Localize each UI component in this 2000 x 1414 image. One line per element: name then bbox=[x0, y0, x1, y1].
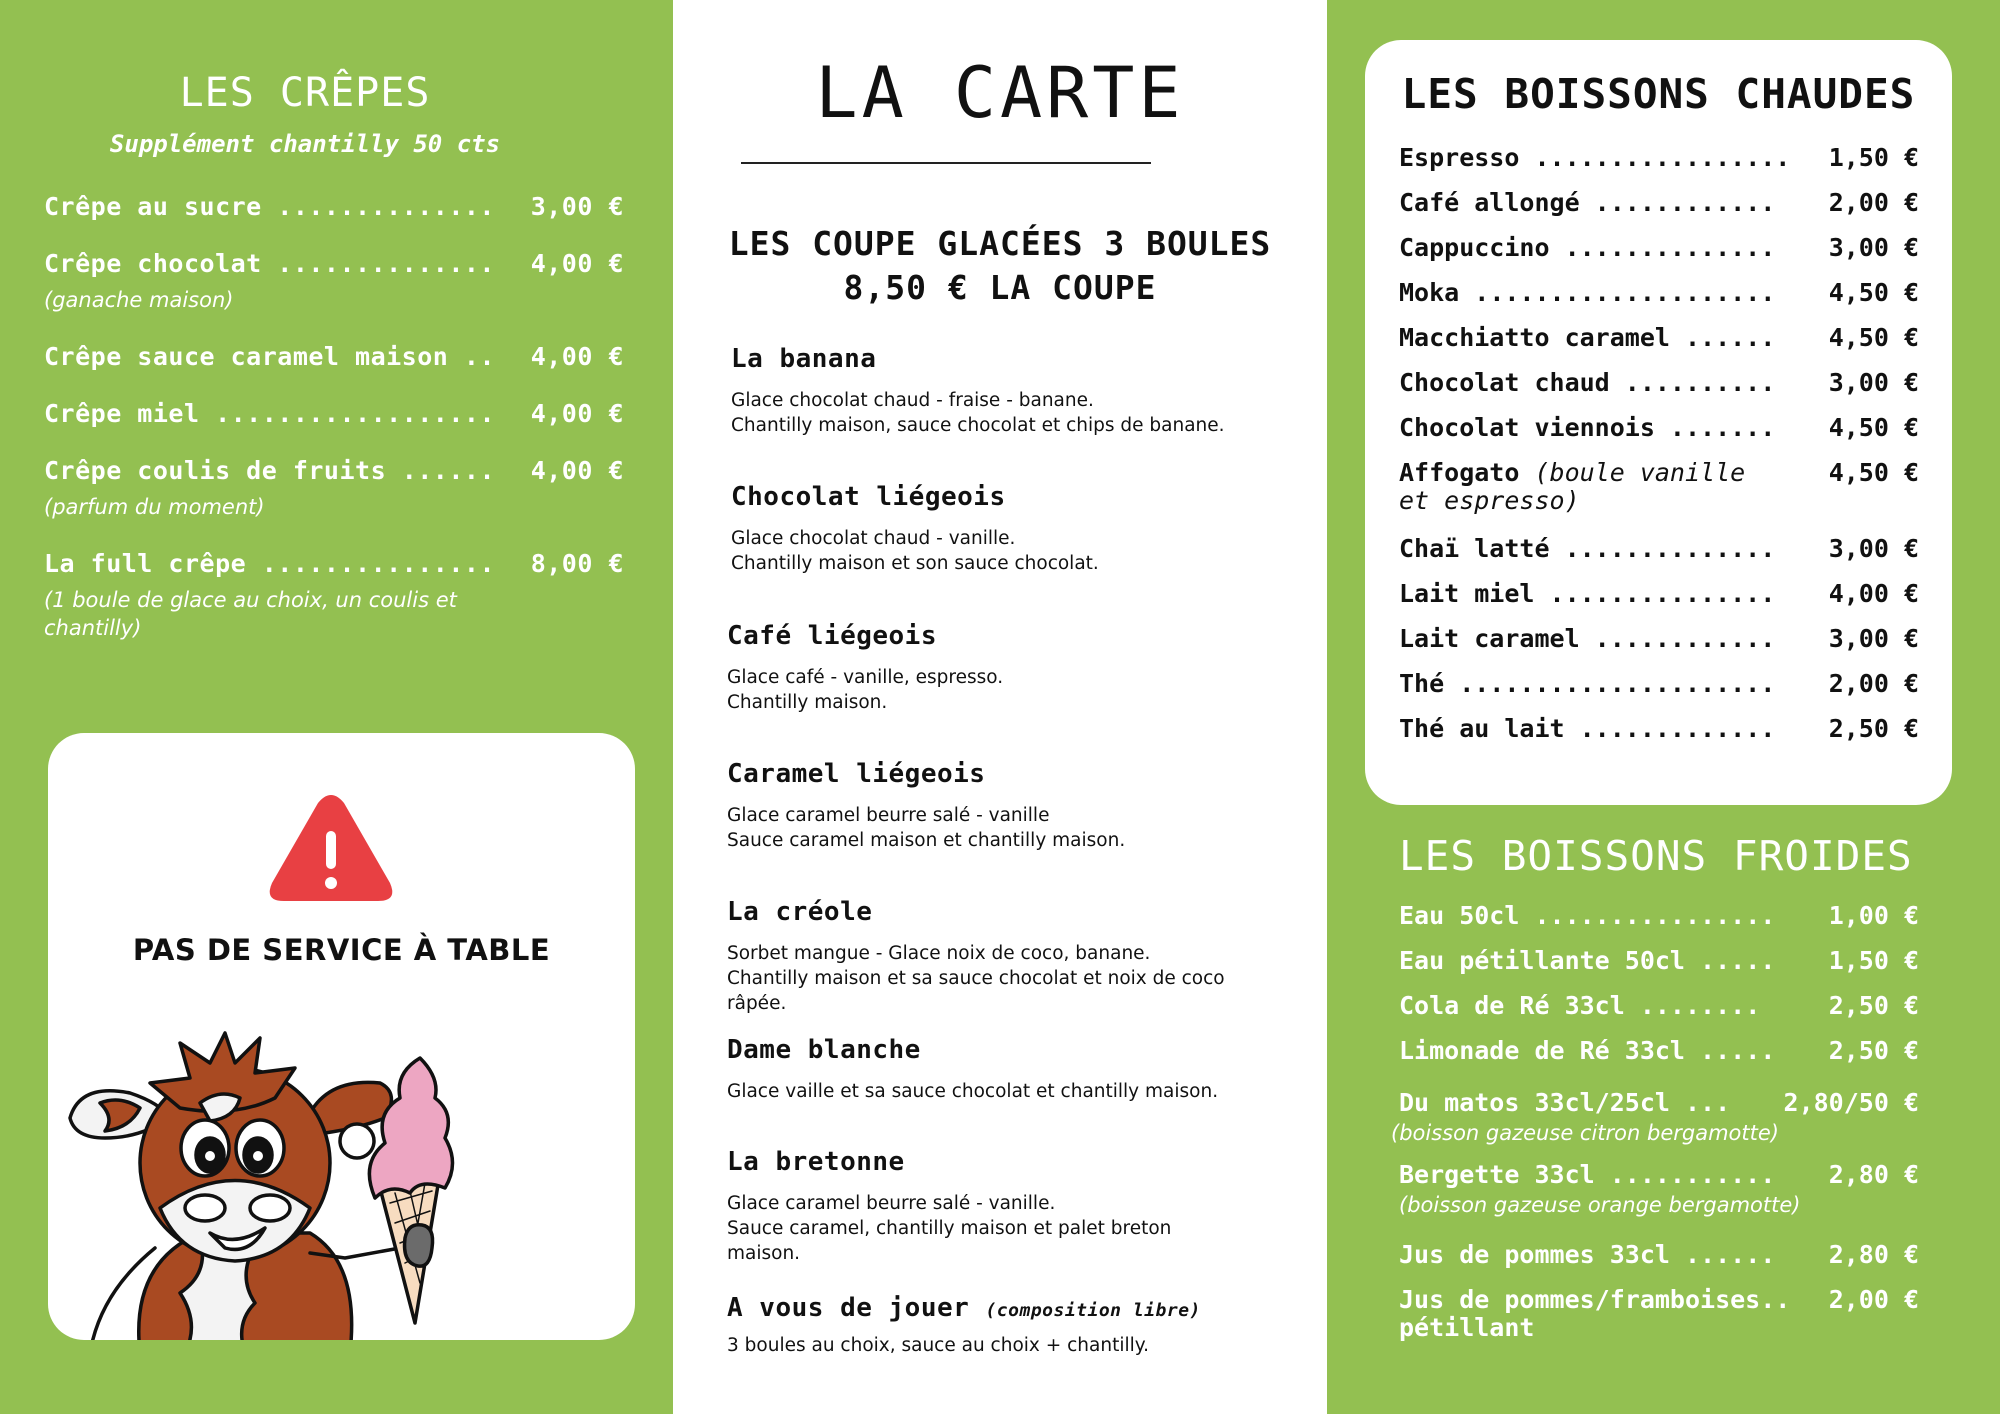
crepes-panel bbox=[0, 0, 673, 1414]
item-note: (boisson gazeuse citron bergamotte) bbox=[1391, 1121, 1779, 1145]
coupe-name-text: A vous de jouer bbox=[727, 1293, 970, 1323]
leader-dots: ...... bbox=[1669, 323, 1776, 352]
coupe-name: Chocolat liégeois bbox=[731, 482, 1006, 512]
coupe-item bbox=[727, 1035, 1287, 1104]
menu-item bbox=[1399, 902, 1919, 930]
desc-line: Sauce caramel, chantilly maison et palet breton bbox=[727, 1218, 1172, 1239]
coupe-description bbox=[727, 941, 1287, 1016]
leader-dots: ............ bbox=[1579, 624, 1776, 653]
crepes-list bbox=[44, 192, 624, 670]
item-name: Chocolat viennois bbox=[1399, 413, 1655, 442]
leader-dots: ............... bbox=[1534, 579, 1776, 608]
desc-line: Chantilly maison et sa sauce chocolat et noix de coco bbox=[727, 968, 1225, 989]
item-name: Espresso bbox=[1399, 143, 1520, 172]
menu-item bbox=[1399, 459, 1919, 515]
item-name: Cola de Ré 33cl bbox=[1399, 991, 1625, 1020]
item-name: La full crêpe bbox=[44, 549, 247, 578]
item-name: Thé bbox=[1399, 669, 1445, 698]
coupes-price-line: 8,50 € LA COUPE bbox=[843, 268, 1157, 307]
item-price: 2,50 € bbox=[1828, 1036, 1919, 1065]
item-name: Chaï latté bbox=[1399, 534, 1550, 563]
item-price: 2,80/50 € bbox=[1783, 1088, 1919, 1117]
menu-item bbox=[1399, 234, 1919, 262]
coupe-name bbox=[727, 1293, 1287, 1323]
menu-item bbox=[44, 399, 624, 428]
desc-line: Glace caramel beurre salé - vanille. bbox=[727, 1193, 1056, 1214]
desc-line: Sorbet mangue - Glace noix de coco, banane. bbox=[727, 943, 1151, 964]
item-price: 4,50 € bbox=[1828, 278, 1919, 307]
item-price: 2,80 € bbox=[1828, 1160, 1919, 1189]
leader-dots: ............. bbox=[1564, 714, 1776, 743]
leader-dots: .............. bbox=[261, 192, 495, 221]
coupe-name: La bretonne bbox=[727, 1147, 905, 1177]
item-price: 3,00 € bbox=[1828, 368, 1919, 397]
item-name: Moka bbox=[1399, 278, 1460, 307]
leader-dots: ..................... bbox=[1444, 669, 1776, 698]
menu-item bbox=[1399, 580, 1919, 608]
menu-item bbox=[44, 549, 624, 642]
desc-line: Glace café - vanille, espresso. bbox=[727, 667, 1004, 688]
drinks-panel bbox=[1327, 0, 2000, 1414]
cold-drinks-title: LES BOISSONS FROIDES bbox=[1399, 832, 1913, 880]
item-name: Limonade de Ré 33cl bbox=[1399, 1036, 1685, 1065]
leader-dots: .. bbox=[448, 342, 495, 371]
coupes-section-title bbox=[673, 222, 1327, 310]
item-price: 1,50 € bbox=[1828, 143, 1919, 172]
carte-panel bbox=[673, 0, 1327, 1414]
menu-item bbox=[1399, 625, 1919, 653]
menu-item bbox=[44, 456, 624, 521]
desc-line: Chantilly maison, sauce chocolat et chips de banane. bbox=[731, 415, 1225, 436]
crepes-title: LES CRÊPES bbox=[179, 70, 431, 116]
desc-line: Glace chocolat chaud - vanille. bbox=[731, 528, 1016, 549]
menu-item bbox=[1399, 670, 1919, 698]
item-name: Eau 50cl bbox=[1399, 901, 1520, 930]
item-price: 1,00 € bbox=[1828, 901, 1919, 930]
coupe-item bbox=[731, 344, 1291, 438]
item-price: 4,00 € bbox=[1828, 579, 1919, 608]
item-price: 4,50 € bbox=[1828, 413, 1919, 442]
leader-dots: .................... bbox=[1459, 278, 1776, 307]
item-name: Crêpe sauce caramel maison bbox=[44, 342, 449, 371]
item-name: Crêpe au sucre bbox=[44, 192, 262, 221]
coupe-name-suffix: (composition libre) bbox=[985, 1300, 1201, 1321]
coupe-name: Dame blanche bbox=[727, 1035, 921, 1065]
item-price: 1,50 € bbox=[1828, 946, 1919, 975]
desc-line: Sauce caramel maison et chantilly maison. bbox=[727, 830, 1126, 851]
leader-dots: .............. bbox=[1549, 534, 1776, 563]
item-note: (ganache maison) bbox=[44, 288, 234, 312]
coupes-title-line: LES COUPE GLACÉES 3 BOULES bbox=[728, 224, 1272, 263]
item-name: Thé au lait bbox=[1399, 714, 1565, 743]
leader-dots: ................ bbox=[1519, 901, 1776, 930]
item-price: 4,00 € bbox=[530, 342, 624, 371]
leader-dots: ..... bbox=[1684, 946, 1776, 975]
item-name: Affogato bbox=[1399, 458, 1520, 487]
leader-dots: ............... bbox=[246, 549, 495, 578]
desc-line: râpée. bbox=[727, 993, 787, 1014]
menu-item bbox=[1399, 1241, 1919, 1269]
item-price: 3,00 € bbox=[1828, 534, 1919, 563]
item-price: 2,00 € bbox=[1828, 188, 1919, 217]
item-name: Chocolat chaud bbox=[1399, 368, 1610, 397]
item-price: 3,00 € bbox=[530, 192, 624, 221]
item-name: Jus de pommes 33cl bbox=[1399, 1240, 1670, 1269]
crepes-subtitle: Supplément chantilly 50 cts bbox=[109, 130, 501, 158]
leader-dots: ..... bbox=[1684, 1036, 1776, 1065]
leader-dots: ........ bbox=[1624, 991, 1761, 1020]
item-price: 2,50 € bbox=[1828, 714, 1919, 743]
hot-drinks-list bbox=[1399, 144, 1919, 760]
item-price: 4,50 € bbox=[1828, 458, 1919, 487]
menu-item bbox=[1399, 414, 1919, 442]
desc-line: Chantilly maison et son sauce chocolat. bbox=[731, 553, 1099, 574]
item-note: et espresso) bbox=[1399, 486, 1580, 515]
item-note: (boisson gazeuse orange bergamotte) bbox=[1399, 1193, 1801, 1217]
menu-item bbox=[1399, 1286, 1919, 1342]
coupe-name: La banana bbox=[731, 344, 877, 374]
leader-dots: .............. bbox=[1549, 233, 1776, 262]
item-name: Crêpe coulis de fruits bbox=[44, 456, 387, 485]
title-divider bbox=[741, 162, 1151, 164]
menu-item bbox=[1399, 144, 1919, 172]
item-price: 4,50 € bbox=[1828, 323, 1919, 352]
item-name: Bergette 33cl bbox=[1399, 1160, 1595, 1189]
leader-dots: ........... bbox=[1594, 1160, 1776, 1189]
leader-dots: ............ bbox=[1579, 188, 1776, 217]
coupe-description bbox=[731, 388, 1291, 438]
menu-item bbox=[1391, 1088, 1919, 1147]
leader-dots: .............. bbox=[261, 249, 495, 278]
item-name: Eau pétillante 50cl bbox=[1399, 946, 1685, 975]
coupe-item bbox=[727, 759, 1287, 853]
item-price: 4,00 € bbox=[530, 249, 624, 278]
coupe-name: Caramel liégeois bbox=[727, 759, 986, 789]
item-name: Crêpe miel bbox=[44, 399, 200, 428]
leader-dots: ...... bbox=[386, 456, 495, 485]
desc-line: Glace vaille et sa sauce chocolat et chantilly maison. bbox=[727, 1081, 1219, 1102]
coupe-name: Café liégeois bbox=[727, 621, 937, 651]
item-price: 2,80 € bbox=[1828, 1240, 1919, 1269]
coupe-description bbox=[727, 803, 1287, 853]
leader-dots: .................. bbox=[199, 399, 495, 428]
item-name: Lait miel bbox=[1399, 579, 1535, 608]
item-price: 4,00 € bbox=[530, 399, 624, 428]
menu-item bbox=[1399, 715, 1919, 743]
leader-dots: ....... bbox=[1654, 413, 1776, 442]
item-price: 2,00 € bbox=[1828, 1285, 1919, 1314]
menu-item bbox=[1399, 947, 1919, 975]
coupe-item bbox=[727, 1293, 1287, 1358]
item-name-line2: pétillant bbox=[1399, 1313, 1535, 1342]
menu-item bbox=[1399, 324, 1919, 352]
leader-dots: ...... bbox=[1669, 1240, 1776, 1269]
desc-line: maison. bbox=[727, 1243, 801, 1264]
item-name: Du matos 33cl/25cl bbox=[1399, 1088, 1670, 1117]
menu-item bbox=[1399, 1037, 1919, 1065]
notice-text: PAS DE SERVICE À TABLE bbox=[132, 933, 551, 967]
coupe-item bbox=[727, 621, 1287, 715]
desc-line: Glace chocolat chaud - fraise - banane. bbox=[731, 390, 1094, 411]
item-price: 2,00 € bbox=[1828, 669, 1919, 698]
no-table-service-card bbox=[48, 733, 635, 1340]
cold-drinks-list bbox=[1391, 901, 1919, 1359]
coupe-description bbox=[727, 1191, 1287, 1266]
warning-triangle-icon bbox=[268, 793, 394, 903]
coupe-name: La créole bbox=[727, 897, 873, 927]
item-note: (parfum du moment) bbox=[44, 495, 265, 519]
hot-drinks-title: LES BOISSONS CHAUDES bbox=[1401, 70, 1916, 118]
menu-item bbox=[1399, 369, 1919, 397]
coupe-item bbox=[731, 482, 1291, 576]
leader-dots: ................. bbox=[1519, 143, 1791, 172]
menu-item bbox=[1399, 189, 1919, 217]
menu-item bbox=[1399, 279, 1919, 307]
item-name: Lait caramel bbox=[1399, 624, 1580, 653]
menu-item bbox=[1399, 1161, 1919, 1219]
item-note: (1 boule de glace au choix, un coulis et chantilly) bbox=[44, 588, 457, 640]
coupe-description bbox=[731, 526, 1291, 576]
page-title: LA CARTE bbox=[815, 52, 1185, 134]
coupe-description bbox=[727, 1333, 1287, 1358]
hot-drinks-card bbox=[1365, 40, 1952, 805]
item-name: Café allongé bbox=[1399, 188, 1580, 217]
leader-dots: ... bbox=[1669, 1088, 1731, 1117]
menu-item bbox=[1399, 535, 1919, 563]
coupe-item bbox=[727, 897, 1287, 1016]
item-name: Crêpe chocolat bbox=[44, 249, 262, 278]
item-price: 3,00 € bbox=[1828, 233, 1919, 262]
item-name: Cappuccino bbox=[1399, 233, 1550, 262]
leader-dots: .......... bbox=[1609, 368, 1776, 397]
menu-item bbox=[44, 249, 624, 314]
item-price: 8,00 € bbox=[530, 549, 624, 578]
cow-ice-cream-illustration bbox=[60, 1023, 500, 1340]
menu-item bbox=[44, 192, 624, 221]
item-name: Macchiatto caramel bbox=[1399, 323, 1670, 352]
menu-item bbox=[1399, 992, 1919, 1020]
coupe-description bbox=[727, 1079, 1287, 1104]
desc-line: 3 boules au choix, sauce au choix + chantilly. bbox=[727, 1335, 1149, 1356]
desc-line: Chantilly maison. bbox=[727, 692, 888, 713]
item-price: 4,00 € bbox=[530, 456, 624, 485]
coupe-item bbox=[727, 1147, 1287, 1266]
item-note: (boule vanille bbox=[1519, 458, 1746, 487]
item-price: 3,00 € bbox=[1828, 624, 1919, 653]
desc-line: Glace caramel beurre salé - vanille bbox=[727, 805, 1050, 826]
coupe-description bbox=[727, 665, 1287, 715]
item-name: Jus de pommes/framboises.. bbox=[1399, 1285, 1791, 1314]
menu-item bbox=[44, 342, 624, 371]
item-price: 2,50 € bbox=[1828, 991, 1919, 1020]
